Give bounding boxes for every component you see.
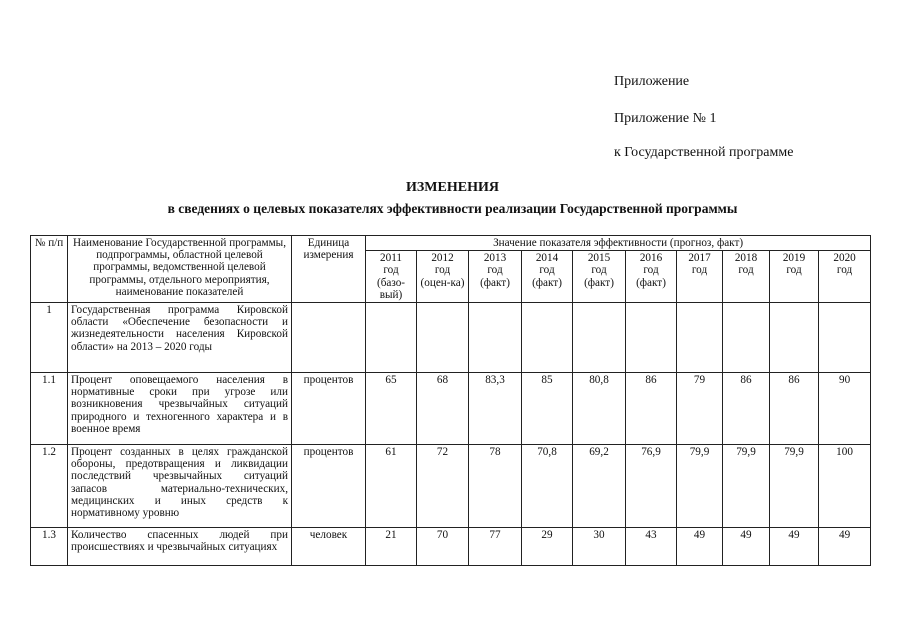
appendix-label: Приложение [614, 74, 690, 89]
value-2019: 79,9 [770, 445, 819, 528]
year-year: 2018 [734, 252, 758, 265]
unit-cell: процентов [292, 373, 366, 445]
value-2014 [522, 303, 573, 373]
row-number: 1.1 [31, 373, 68, 445]
value-2014: 85 [522, 373, 573, 445]
value-2018: 86 [723, 373, 770, 445]
col-header-name: Наименование Государственной программы, подпрограммы, областной целевой программы, ведомственной целевой программы, отдельного мероприятия, наименование показателей [68, 236, 292, 303]
value-2011: 61 [366, 445, 417, 528]
value-2014: 70,8 [522, 445, 573, 528]
year-year: 2013 [483, 252, 507, 265]
year-word: год [691, 264, 708, 277]
value-2014: 29 [522, 528, 573, 566]
year-header-2012 [417, 251, 469, 303]
value-2012 [417, 303, 469, 373]
indicator-name: Количество спасенных людей при происшествиях и чрезвычайных ситуациях [68, 528, 292, 566]
row-number: 1.2 [31, 445, 68, 528]
value-2016: 86 [626, 373, 677, 445]
year-header-2011 [366, 251, 417, 303]
value-2018: 49 [723, 528, 770, 566]
year-year: 2020 [833, 252, 856, 265]
value-2012: 72 [417, 445, 469, 528]
value-2013 [469, 303, 522, 373]
year-header-2013 [469, 251, 522, 303]
year-note: (факт) [636, 276, 666, 289]
value-2016: 43 [626, 528, 677, 566]
year-word: год [643, 264, 659, 277]
year-word: год [487, 264, 503, 277]
value-2020: 90 [819, 373, 871, 445]
value-2012: 68 [417, 373, 469, 445]
year-year: 2017 [688, 252, 711, 265]
year-year: 2014 [535, 252, 559, 265]
value-2019 [770, 303, 819, 373]
value-2013: 77 [469, 528, 522, 566]
indicator-name: Процент оповещаемого населения в нормативные сроки при угрозе или возникновения чрезвычайных ситуаций природного и техногенного характера и в военное время [68, 373, 292, 445]
year-header-2014 [522, 251, 573, 303]
year-header-2016 [626, 251, 677, 303]
value-2013: 83,3 [469, 373, 522, 445]
value-2011 [366, 303, 417, 373]
value-2016 [626, 303, 677, 373]
row-number: 1 [31, 303, 68, 373]
value-2013: 78 [469, 445, 522, 528]
year-year: 2012 [431, 252, 454, 265]
document-title [0, 180, 905, 217]
col-header-unit: Единица измерения [292, 236, 366, 303]
year-header-2020 [819, 251, 871, 303]
table-row [31, 303, 871, 373]
appendix-number: Приложение № 1 [614, 111, 717, 126]
unit-cell: процентов [292, 445, 366, 528]
value-2020: 100 [819, 445, 871, 528]
value-2015: 69,2 [573, 445, 626, 528]
value-2011: 65 [366, 373, 417, 445]
value-2017: 49 [677, 528, 723, 566]
value-2015: 80,8 [573, 373, 626, 445]
value-2016: 76,9 [626, 445, 677, 528]
year-year: 2016 [639, 252, 663, 265]
title-main: ИЗМЕНЕНИЯ [406, 180, 499, 195]
unit-cell [292, 303, 366, 373]
indicator-name: Государственная программа Кировской области «Обеспечение безопасности и жизнедеятельности населения Кировской области» на 2013 – 2020 годы [68, 303, 292, 373]
value-2019: 49 [770, 528, 819, 566]
year-word: год [738, 264, 754, 277]
year-year: 2015 [587, 252, 611, 265]
unit-cell: человек [292, 528, 366, 566]
year-word: год [383, 264, 399, 277]
col-header-values: Значение показателя эффективности (прогноз, факт) [366, 236, 871, 251]
year-header-2018 [723, 251, 770, 303]
year-header-2017 [677, 251, 723, 303]
year-word: год [434, 264, 451, 277]
year-word: год [836, 264, 853, 277]
table-row [31, 445, 871, 528]
value-2020 [819, 303, 871, 373]
value-2017: 79 [677, 373, 723, 445]
year-word: год [591, 264, 607, 277]
value-2018 [723, 303, 770, 373]
indicators-table [30, 235, 871, 566]
title-sub: в сведениях о целевых показателях эффективности реализации Государственной программы [167, 201, 738, 216]
value-2017: 79,9 [677, 445, 723, 528]
value-2019: 86 [770, 373, 819, 445]
value-2017 [677, 303, 723, 373]
value-2015: 30 [573, 528, 626, 566]
year-year: 2011 [380, 252, 402, 265]
value-2011: 21 [366, 528, 417, 566]
year-word: год [539, 264, 555, 277]
value-2018: 79,9 [723, 445, 770, 528]
year-note: (базо-вый) [376, 276, 406, 301]
year-note: (факт) [532, 276, 562, 289]
table-row [31, 373, 871, 445]
value-2012: 70 [417, 528, 469, 566]
table-row [31, 528, 871, 566]
appendix-to-program: к Государственной программе [614, 145, 794, 160]
value-2015 [573, 303, 626, 373]
row-number: 1.3 [31, 528, 68, 566]
year-word: год [786, 264, 802, 277]
header-row-1 [31, 236, 871, 251]
col-header-no: № п/п [31, 236, 68, 303]
year-header-2015 [573, 251, 626, 303]
table-body [31, 303, 871, 566]
year-note: (факт) [584, 276, 614, 289]
year-note: (оцен-ка) [420, 276, 465, 289]
year-header-2019 [770, 251, 819, 303]
indicator-name: Процент созданных в целях гражданской обороны, предотвращения и ликвидации последствий чрезвычайных ситуаций запасов материально-технических, медицинских и иных средств к нормативному уровню [68, 445, 292, 528]
year-year: 2019 [782, 252, 806, 265]
value-2020: 49 [819, 528, 871, 566]
year-note: (факт) [480, 276, 510, 289]
